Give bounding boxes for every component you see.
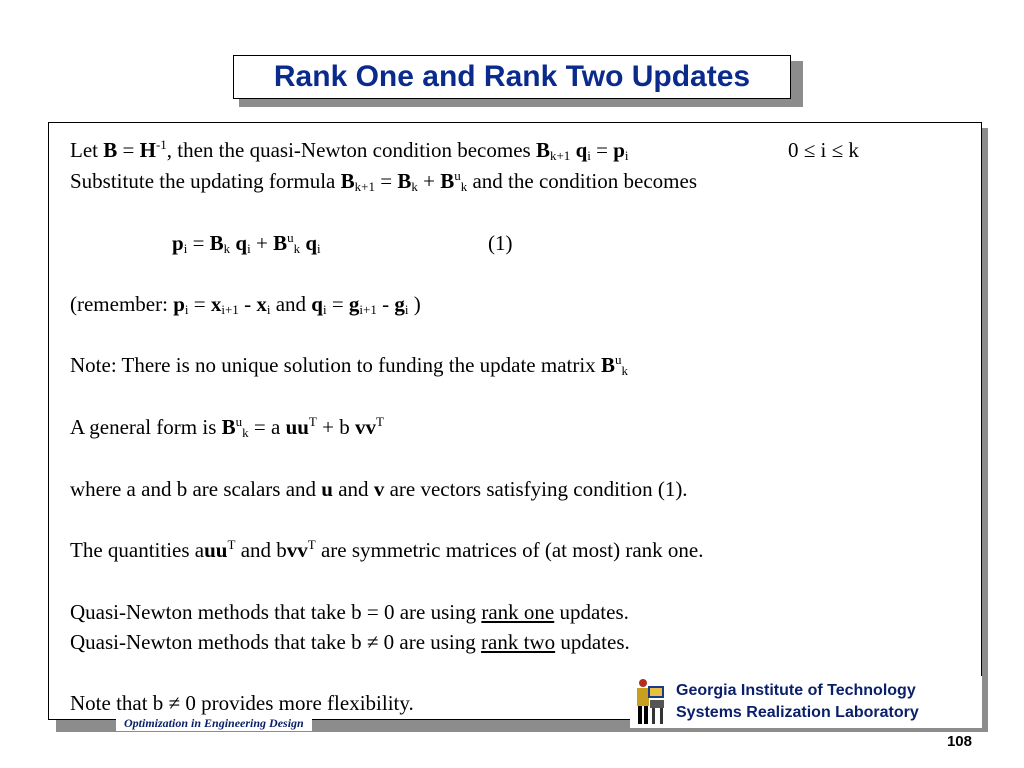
line-note-unique: Note: There is no unique solution to funding the update matrix $B^u_k$: [70, 352, 628, 378]
page-number: 108: [946, 733, 972, 750]
line-substitute: Substitute the updating formula $B_{k+1} = B_k + B^u_k$ and the condition becomes: [70, 168, 697, 194]
org-name-1: Georgia Institute of Technology: [676, 682, 916, 699]
line-scalars: where a and b are scalars and u and v are vectors satisfying condition (1).: [70, 477, 688, 501]
line-remember: (remember: $p_i = x_{i+1} - x_i$ and $q_i = g_{i+1} - g_i$ ): [70, 292, 421, 317]
line-rank-two: Quasi-Newton methods that take b ≠ 0 are using rank two updates.: [70, 630, 630, 654]
slide-title: Rank One and Rank Two Updates: [273, 60, 751, 93]
line-flexibility: Note that b ≠ 0 provides more flexibility.: [70, 691, 414, 715]
rank-two-link[interactable]: rank two: [481, 630, 556, 654]
title-box: [233, 55, 791, 99]
line-rank-one: Quasi-Newton methods that take b = 0 are using rank one updates.: [70, 600, 629, 624]
rank-one-link[interactable]: rank one: [481, 600, 555, 624]
org-name-2: Systems Realization Laboratory: [676, 704, 919, 721]
index-range: 0 ≤ i ≤ k: [788, 138, 859, 162]
line-quantities: The quantities auu$^T$ and bvv$^T$ are symmetric matrices of (at most) rank one.: [70, 537, 704, 562]
course-label: Optimization in Engineering Design: [116, 716, 312, 731]
line-general-form: A general form is $B^u_k = a$ $uu^T + b$ $vv^T$: [70, 414, 384, 440]
line-definition: Let $B = H^{-1}$, then the quasi-Newton condition becomes $B_{k+1}$ $q_i = p_i$: [70, 137, 629, 163]
equation-1: $p_i = B_k$ $q_i + B^u_k$ $q_i$: [172, 230, 321, 256]
equation-number: (1): [488, 231, 513, 255]
lab-logo-icon: [634, 676, 668, 726]
